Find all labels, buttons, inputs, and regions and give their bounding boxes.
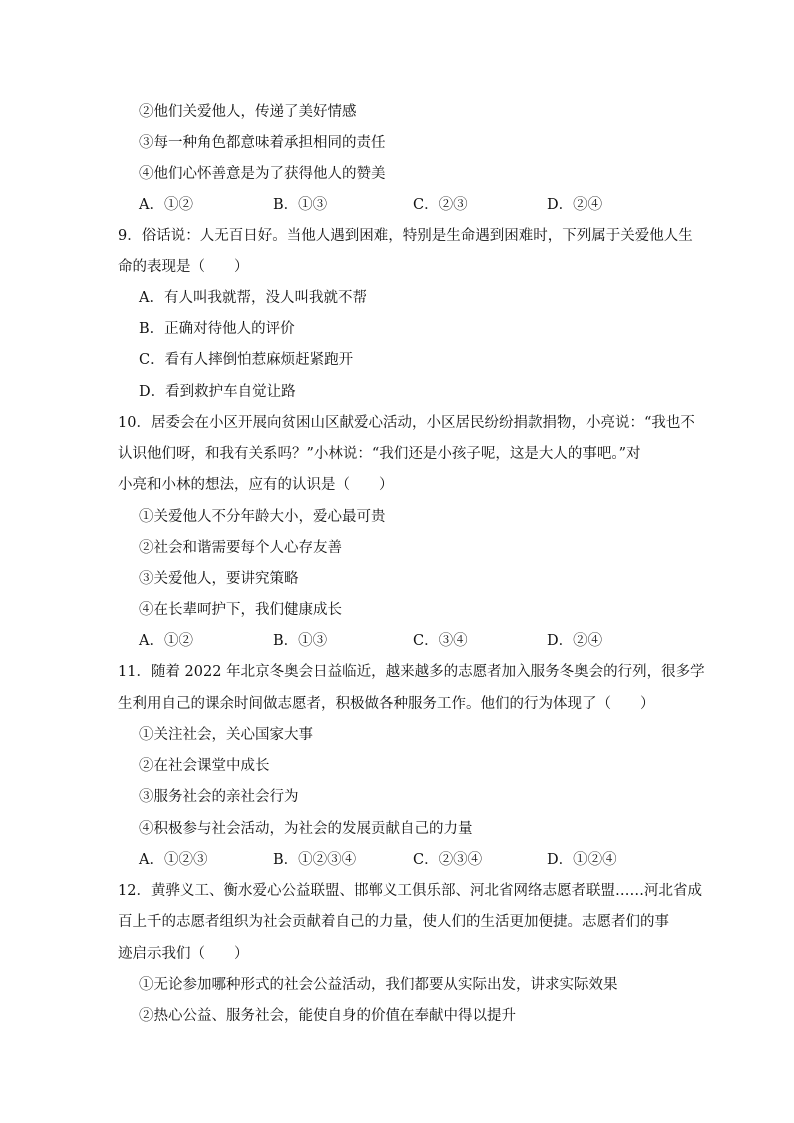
- q11-option-a: A．①②③: [139, 852, 208, 868]
- q11-item-3: ③服务社会的亲社会行为: [139, 789, 299, 805]
- q8-item-3: ③每一种角色都意味着承担相同的责任: [139, 135, 386, 151]
- q11-option-d: D．①②④: [547, 852, 617, 868]
- q9-option-c: C．看有人摔倒怕惹麻烦赶紧跑开: [139, 352, 354, 368]
- q9-option-a: A．有人叫我就帮，没人叫我就不帮: [139, 290, 367, 306]
- q12-stem-line-3: 迹启示我们（ ）: [118, 946, 249, 962]
- q12-item-2: ②热心公益、服务社会，能使自身的价值在奉献中得以提升: [139, 1008, 516, 1024]
- q10-item-1: ①关爱他人不分年龄大小，爱心最可贵: [139, 509, 386, 525]
- q10-stem-line-1: 10．居委会在小区开展向贫困山区献爱心活动，小区居民纷纷捐款捐物，小亮说：“我也不: [118, 415, 695, 431]
- q10-option-c: C．③④: [413, 633, 468, 649]
- q11-stem-line-1: 11．随着 2022 年北京冬奥会日益临近，越来越多的志愿者加入服务冬奥会的行列，很多学: [118, 664, 705, 680]
- q9-stem-line-1: 9．俗话说：人无百日好。当他人遇到困难，特别是生命遇到困难时，下列属于关爱他人生: [118, 228, 693, 244]
- q8-item-2: ②他们关爱他人，传递了美好情感: [139, 104, 357, 120]
- q11-option-c: C．②③④: [413, 852, 483, 868]
- q9-stem-line-2: 命的表现是（ ）: [118, 259, 249, 275]
- q11-item-4: ④积极参与社会活动，为社会的发展贡献自己的力量: [139, 821, 473, 837]
- q8-options: [0, 195, 794, 215]
- q11-options: [0, 850, 794, 870]
- q8-item-4: ④他们心怀善意是为了获得他人的赞美: [139, 166, 386, 182]
- q12-stem-line-2: 百上千的志愿者组织为社会贡献着自己的力量，使人们的生活更加便捷。志愿者们的事: [118, 914, 669, 930]
- q10-item-2: ②社会和谐需要每个人心存友善: [139, 540, 342, 556]
- q8-option-a: A．①②: [139, 197, 193, 213]
- q9-option-d: D．看到救护车自觉让路: [139, 384, 296, 400]
- q9-option-b: B．正确对待他人的评价: [139, 321, 295, 337]
- q12-item-1: ①无论参加哪种形式的社会公益活动，我们都要从实际出发，讲求实际效果: [139, 977, 618, 993]
- q11-item-1: ①关注社会，关心国家大事: [139, 727, 313, 743]
- q10-options: [0, 631, 794, 651]
- q8-option-c: C．②③: [413, 197, 468, 213]
- q10-option-a: A．①②: [139, 633, 193, 649]
- q11-option-b: B．①②③④: [273, 852, 357, 868]
- q12-stem-line-1: 12．黄骅义工、衡水爱心公益联盟、邯郸义工俱乐部、河北省网络志愿者联盟……河北省成: [118, 883, 702, 899]
- q10-item-4: ④在长辈呵护下，我们健康成长: [139, 602, 342, 618]
- q10-stem-line-3: 小亮和小林的想法，应有的认识是（ ）: [118, 477, 394, 493]
- q8-option-b: B．①③: [273, 197, 328, 213]
- q10-option-b: B．①③: [273, 633, 328, 649]
- q10-option-d: D．②④: [547, 633, 603, 649]
- q11-stem-line-2: 生利用自己的课余时间做志愿者，积极做各种服务工作。他们的行为体现了（ ）: [118, 696, 655, 712]
- q10-stem-line-2: 认识他们呀，和我有关系吗？”小林说：“我们还是小孩子呢，这是大人的事吧。”对: [118, 446, 641, 462]
- q10-item-3: ③关爱他人，要讲究策略: [139, 571, 299, 587]
- q8-option-d: D．②④: [547, 197, 603, 213]
- q11-item-2: ②在社会课堂中成长: [139, 758, 270, 774]
